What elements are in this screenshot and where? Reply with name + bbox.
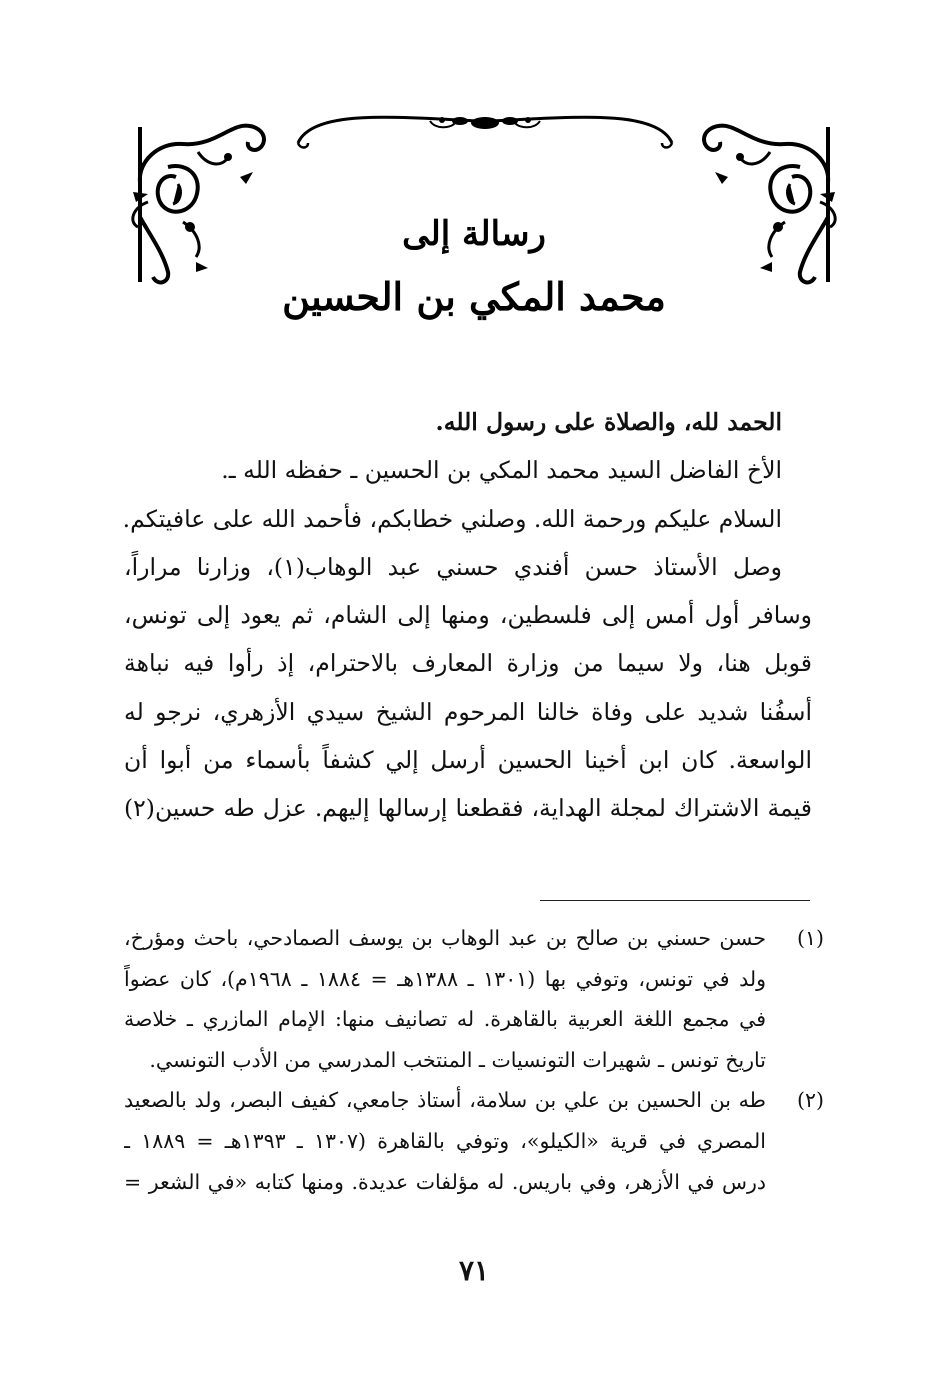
body-line: الحمد لله، والصلاة على رسول الله. bbox=[435, 408, 782, 436]
footnote-divider bbox=[540, 900, 810, 901]
body-line: أسفُنا شديد على وفاة خالنا المرحوم الشيخ سيدي الأزهري، نرجو له bbox=[124, 697, 812, 726]
footnote-line: تاريخ تونس ـ شهيرات التونسيات ـ المنتخب المدرسي من الأدب التونسي. bbox=[149, 1047, 766, 1072]
body-line: الواسعة. كان ابن أخينا الحسين أرسل إلي كشفاً بأسماء من أبوا أن bbox=[124, 746, 812, 775]
body-line: قيمة الاشتراك لمجلة الهداية، فقطعنا إرسالها إليهم. عزل طه حسين(٢) bbox=[124, 794, 812, 823]
top-ornament-icon bbox=[290, 105, 680, 155]
footnote-line: المصري في قرية «الكيلو»، وتوفي بالقاهرة (١٣٠٧ ـ ١٣٩٣هـ = ١٨٨٩ ـ bbox=[124, 1128, 766, 1153]
footnote-line: ولد في تونس، وتوفي بها (١٣٠١ ـ ١٣٨٨هـ = ١٨٨٤ ـ ١٩٦٨م)، كان عضواً bbox=[124, 966, 766, 991]
body-line: السلام عليكم ورحمة الله. وصلني خطابكم، فأحمد الله على عافيتكم. bbox=[122, 504, 782, 533]
footnote-line: درس في الأزهر، وفي باريس. له مؤلفات عديدة. ومنها كتابه «في الشعر = bbox=[124, 1169, 766, 1194]
chapter-title-line-1: رسالة إلى bbox=[402, 214, 546, 254]
body-line: الأخ الفاضل السيد محمد المكي بن الحسين ـ حفظه الله ـ. bbox=[221, 456, 782, 485]
chapter-title-line-2: محمد المكي بن الحسين bbox=[282, 274, 666, 319]
footnote-line: طه بن الحسين بن علي بن سلامة، أستاذ جامعي، كفيف البصر، ولد بالصعيد bbox=[124, 1088, 766, 1113]
footnote-number: (٢) bbox=[796, 1088, 824, 1113]
left-corner-ornament-icon bbox=[128, 122, 278, 287]
footnote-number: (١) bbox=[796, 926, 824, 950]
footnote-line: حسن حسني بن صالح بن عبد الوهاب بن يوسف الصمادحي، باحث ومؤرخ، bbox=[124, 926, 766, 950]
right-corner-ornament-icon bbox=[690, 122, 840, 287]
body-line: قوبل هنا، ولا سيما من وزارة المعارف بالاحترام، إذ رأوا فيه نباهة bbox=[124, 649, 812, 678]
footnote-1 bbox=[124, 918, 824, 1080]
page-number: ٧١ bbox=[458, 1254, 490, 1287]
footnote-line: في مجمع اللغة العربية بالقاهرة. له تصانيف منها: الإمام المازري ـ خلاصة bbox=[124, 1007, 766, 1032]
body-line: وصل الأستاذ حسن أفندي حسني عبد الوهاب(١)، وزارنا مراراً، bbox=[124, 552, 783, 581]
letter-body bbox=[124, 398, 812, 833]
footnote-2 bbox=[124, 1080, 824, 1202]
body-line: وسافر أول أمس إلى فلسطين، ومنها إلى الشام، ثم يعود إلى تونس، bbox=[124, 601, 812, 630]
footnotes bbox=[124, 918, 824, 1202]
